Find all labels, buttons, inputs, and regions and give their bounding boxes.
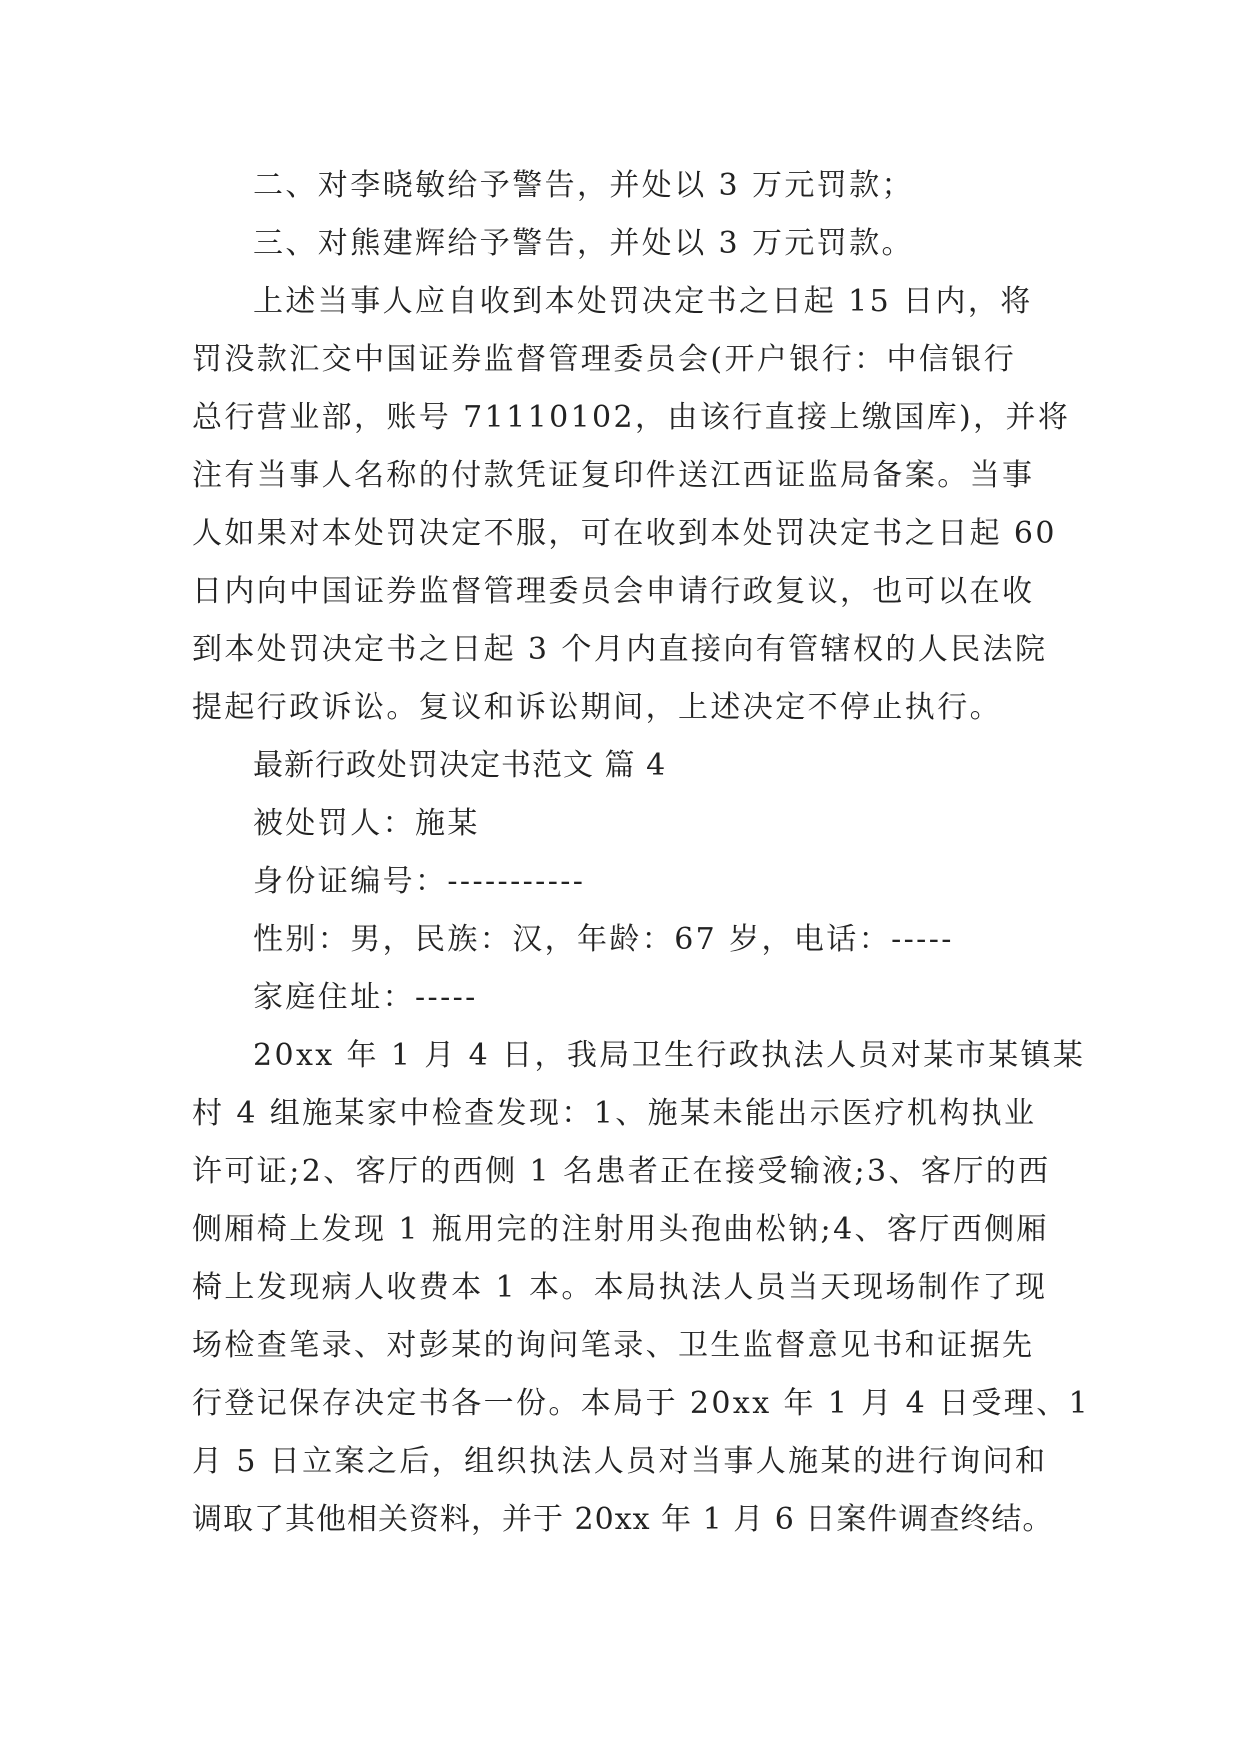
payment-paragraph-line-5: 人如果对本处罚决定不服，可在收到本处罚决定书之日起 60 [192, 516, 1057, 551]
payment-paragraph-line-6: 日内向中国证券监督管理委员会申请行政复议，也可以在收 [192, 574, 1035, 609]
penalty-item-two: 二、对李晓敏给予警告，并处以 3 万元罚款； [253, 168, 914, 203]
penalized-person: 被处罚人：施某 [253, 806, 480, 841]
case-paragraph-line-7: 行登记保存决定书各一份。本局于 20xx 年 1 月 4 日受理、1 [192, 1386, 1091, 1421]
case-paragraph-line-1: 20xx 年 1 月 4 日，我局卫生行政执法人员对某市某镇某 [253, 1038, 1086, 1073]
penalty-item-three: 三、对熊建辉给予警告，并处以 3 万元罚款。 [253, 226, 914, 261]
section-heading: 最新行政处罚决定书范文 篇 4 [253, 748, 667, 783]
home-address: 家庭住址：----- [253, 980, 478, 1015]
case-paragraph-line-5: 椅上发现病人收费本 1 本。本局执法人员当天现场制作了现 [192, 1270, 1048, 1305]
payment-paragraph-line-2: 罚没款汇交中国证券监督管理委员会(开户银行：中信银行 [192, 342, 1017, 377]
case-paragraph-line-2: 村 4 组施某家中检查发现：1、施某未能出示医疗机构执业 [192, 1096, 1037, 1131]
payment-paragraph-line-8: 提起行政诉讼。复议和诉讼期间，上述决定不停止执行。 [192, 690, 1002, 725]
case-paragraph-line-4: 侧厢椅上发现 1 瓶用完的注射用头孢曲松钠;4、客厅西侧厢 [192, 1212, 1049, 1247]
payment-paragraph-line-3: 总行营业部，账号 71110102，由该行直接上缴国库)，并将 [192, 400, 1071, 435]
id-number: 身份证编号：----------- [253, 864, 586, 899]
payment-paragraph-line-4: 注有当事人名称的付款凭证复印件送江西证监局备案。当事 [192, 458, 1035, 493]
payment-paragraph-line-7: 到本处罚决定书之日起 3 个月内直接向有管辖权的人民法院 [192, 632, 1048, 667]
case-paragraph-line-3: 许可证;2、客厅的西侧 1 名患者正在接受输液;3、客厅的西 [192, 1154, 1051, 1189]
personal-info: 性别：男，民族：汉，年龄：67 岁，电话：----- [253, 922, 954, 957]
case-paragraph-line-8: 月 5 日立案之后，组织执法人员对当事人施某的进行询问和 [192, 1444, 1048, 1479]
payment-paragraph-line-1: 上述当事人应自收到本处罚决定书之日起 15 日内，将 [253, 284, 1033, 319]
case-paragraph-line-9: 调取了其他相关资料，并于 20xx 年 1 月 6 日案件调查终结。 [192, 1502, 1054, 1537]
case-paragraph-line-6: 场检查笔录、对彭某的询问笔录、卫生监督意见书和证据先 [192, 1328, 1035, 1363]
